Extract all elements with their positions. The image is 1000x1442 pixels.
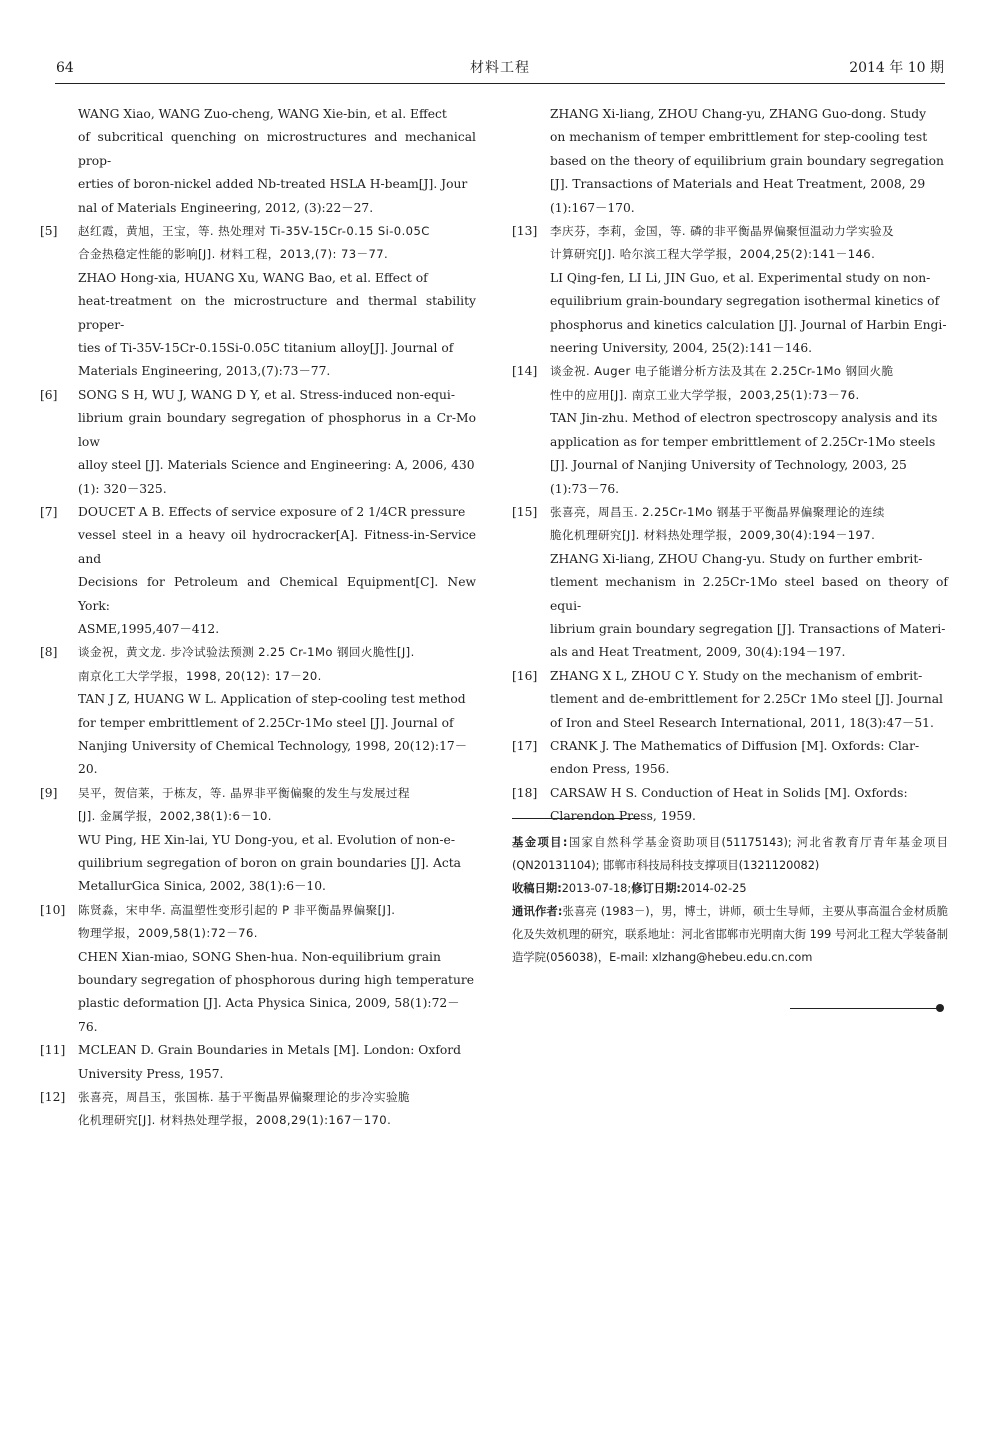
reference-number: [16] xyxy=(512,668,538,683)
reference-line: 合金热稳定性能的影响[J]. 材料工程，2013,(7): 73－77. xyxy=(78,247,389,262)
reference-line: librium grain boundary segregation [J]. Transactions of Materi- xyxy=(550,621,946,636)
received-label: 收稿日期: xyxy=(512,882,562,895)
reference-number: [17] xyxy=(512,738,538,753)
reference-line: 性中的应用[J]. 南京工业大学学报，2003,25(1):73－76. xyxy=(550,387,860,402)
footnote-rule xyxy=(512,818,640,819)
reference-number: [6] xyxy=(40,387,58,402)
reference-line: (1): 320－325. xyxy=(78,481,167,496)
reference-line: LI Qing-fen, LI Li, JIN Guo, et al. Experimental study on non- xyxy=(550,270,931,285)
reference-line: 脆化机理研究[J]. 材料热处理学报，2009,30(4):194－197. xyxy=(550,528,876,543)
reference-line: (1):73－76. xyxy=(550,481,620,496)
reference-line: based on the theory of equilibrium grain boundary segregation xyxy=(550,153,944,168)
reference-number: [12] xyxy=(40,1090,66,1105)
reference-line: Decisions for Petroleum and Chemical Equipment[C]. New York: xyxy=(78,575,476,613)
received-date: 2013-07-18; xyxy=(561,882,632,895)
revised-date: 2014-02-25 xyxy=(680,882,747,895)
reference-line: for temper embrittlement of 2.25Cr-1Mo steel [J]. Journal of xyxy=(78,715,454,730)
reference-line: vessel steel in a heavy oil hydrocracker[A]. Fitness-in-Service and xyxy=(78,528,476,566)
reference-entry xyxy=(512,782,948,829)
reference-line: [J]. Journal of Nanjing University of Technology, 2003, 25 xyxy=(550,458,907,473)
reference-number: [18] xyxy=(512,785,538,800)
reference-line: University Press, 1957. xyxy=(78,1066,224,1081)
reference-number: [14] xyxy=(512,364,538,379)
reference-line: [J]. Transactions of Materials and Heat Treatment, 2008, 29 xyxy=(550,177,926,192)
reference-line: TAN Jin-zhu. Method of electron spectroscopy analysis and its xyxy=(550,411,938,426)
issue-label: 2014 年 10 期 xyxy=(849,60,944,76)
reference-entry xyxy=(40,782,476,899)
reference-line: plastic deformation [J]. Acta Physica Sinica, 2009, 58(1):72－ xyxy=(78,996,460,1011)
reference-entry xyxy=(40,1039,476,1086)
reference-line: 南京化工大学学报，1998, 20(12): 17－20. xyxy=(78,668,322,683)
reference-line: Materials Engineering, 2013,(7):73－77. xyxy=(78,364,331,379)
funding-text: 国家自然科学基金资助项目(51175143); 河北省教育厅青年基金项目(QN20131104); 邯郸市科技局科技支撑项目(1321120082) xyxy=(512,836,948,872)
reference-line: WU Ping, HE Xin-lai, YU Dong-you, et al. Evolution of non-e- xyxy=(78,832,455,847)
reference-number: [10] xyxy=(40,902,66,917)
reference-line: 张喜亮，周昌玉. 2.25Cr-1Mo 钢基于平衡晶界偏聚理论的连续 xyxy=(550,504,885,519)
reference-entry xyxy=(40,220,476,384)
reference-line: quilibrium segregation of boron on grain boundaries [J]. Acta xyxy=(78,856,462,870)
reference-line: CRANK J. The Mathematics of Diffusion [M]. Oxfords: Clar- xyxy=(550,738,920,753)
reference-line: neering University, 2004, 25(2):141－146. xyxy=(550,341,813,356)
reference-entry xyxy=(512,735,948,782)
reference-line: phosphorus and kinetics calculation [J]. Journal of Harbin Engi- xyxy=(550,317,947,332)
reference-entry xyxy=(40,1086,476,1133)
reference-line: heat-treatment on the microstructure and thermal stability proper- xyxy=(78,294,476,332)
reference-entry xyxy=(512,360,948,500)
author-text: 张喜亮 (1983－)，男，博士，讲师，硕士生导师，主要从事高温合金材质脆化及失效机理的研究，联系地址：河北省邯郸市光明南大街 199 号河北工程大学装备制造学院(056038)，E-mail: xlzhang@hebeu.edu.cn.com xyxy=(512,905,948,964)
reference-line: 陈贤淼，宋申华. 高温塑性变形引起的 P 非平衡晶界偏聚[J]. xyxy=(78,902,396,917)
dates-info xyxy=(512,877,948,900)
reference-line: als and Heat Treatment, 2009, 30(4):194－197. xyxy=(550,645,846,660)
funding-info xyxy=(512,831,948,877)
reference-entry xyxy=(40,103,476,220)
reference-line: 化机理研究[J]. 材料热处理学报，2008,29(1):167－170. xyxy=(78,1113,392,1128)
reference-line: 李庆芬，李莉，金国，等. 磷的非平衡晶界偏聚恒温动力学实验及 xyxy=(550,224,894,239)
reference-line: 吴平，贺信莱，于栋友，等. 晶界非平衡偏聚的发生与发展过程 xyxy=(78,785,411,800)
reference-line: alloy steel [J]. Materials Science and Engineering: A, 2006, 430 xyxy=(78,458,475,473)
reference-line: [J]. 金属学报，2002,38(1):6－10. xyxy=(78,809,272,824)
page-number: 64 xyxy=(56,60,74,76)
reference-number: [8] xyxy=(40,645,58,660)
reference-line: MCLEAN D. Grain Boundaries in Metals [M]. London: Oxford xyxy=(78,1043,462,1058)
footnote xyxy=(512,831,948,969)
reference-entry xyxy=(512,103,948,220)
reference-entry xyxy=(40,641,476,781)
reference-number: [9] xyxy=(40,785,58,800)
reference-line: 谈金祝. Auger 电子能谱分析方法及其在 2.25Cr-1Mo 钢回火脆 xyxy=(550,364,894,379)
author-info xyxy=(512,900,948,969)
reference-line: tlement mechanism in 2.25Cr-1Mo steel based on theory of equi- xyxy=(550,575,948,613)
reference-line: ZHANG Xi-liang, ZHOU Chang-yu, ZHANG Guo-dong. Study xyxy=(550,107,927,121)
reference-line: TAN J Z, HUANG W L. Application of step-cooling test method xyxy=(78,692,466,707)
reference-line: equilibrium grain-boundary segregation isothermal kinetics of xyxy=(550,294,940,309)
references-left-column xyxy=(40,103,476,1133)
reference-line: application as for temper embrittlement of 2.25Cr-1Mo steels xyxy=(550,434,936,449)
reference-line: CARSAW H S. Conduction of Heat in Solids [M]. Oxfords: xyxy=(550,785,908,800)
reference-line: of subcritical quenching on microstructures and mechanical prop- xyxy=(78,130,476,168)
reference-line: endon Press, 1956. xyxy=(550,762,670,777)
reference-line: ZHANG X L, ZHOU C Y. Study on the mechanism of embrit- xyxy=(550,668,923,683)
reference-line: DOUCET A B. Effects of service exposure of 2 1/4CR pressure xyxy=(78,504,466,519)
reference-entry xyxy=(512,220,948,360)
reference-line: 20. xyxy=(78,762,98,777)
journal-title: 材料工程 xyxy=(470,60,530,76)
reference-line: SONG S H, WU J, WANG D Y, et al. Stress-induced non-equi- xyxy=(78,387,455,402)
reference-entry xyxy=(40,384,476,501)
reference-line: tlement and de-embrittlement for 2.25Cr 1Mo steel [J]. Journal xyxy=(550,692,943,707)
reference-line: MetallurGica Sinica, 2002, 38(1):6－10. xyxy=(78,879,326,894)
reference-entry xyxy=(512,665,948,735)
reference-line: (1):167－170. xyxy=(550,200,635,215)
reference-line: ZHANG Xi-liang, ZHOU Chang-yu. Study on further embrit- xyxy=(550,551,923,566)
reference-line: 计算研究[J]. 哈尔滨工程大学学报，2004,25(2):141－146. xyxy=(550,247,876,262)
reference-number: [11] xyxy=(40,1043,66,1058)
reference-line: boundary segregation of phosphorous during high temperature xyxy=(78,973,475,988)
reference-line: Nanjing University of Chemical Technology, 1998, 20(12):17－ xyxy=(78,738,468,753)
reference-line: ties of Ti-35V-15Cr-0.15Si-0.05C titanium alloy[J]. Journal of xyxy=(78,341,454,356)
reference-line: on mechanism of temper embrittlement for step-cooling test xyxy=(550,130,928,145)
reference-number: [13] xyxy=(512,224,538,239)
funding-label: 基金项目: xyxy=(512,836,568,849)
reference-line: 谈金祝，黄文龙. 步冷试验法预测 2.25 Cr-1Mo 钢回火脆性[J]. xyxy=(78,645,415,660)
reference-line: 物理学报，2009,58(1):72－76. xyxy=(78,926,258,941)
reference-line: ZHAO Hong-xia, HUANG Xu, WANG Bao, et al. Effect of xyxy=(78,270,428,285)
reference-line: nal of Materials Engineering, 2012, (3):22－27. xyxy=(78,200,374,215)
reference-entry xyxy=(40,899,476,1039)
header-rule xyxy=(55,83,945,84)
reference-number: [15] xyxy=(512,504,538,519)
reference-number: [7] xyxy=(40,504,58,519)
reference-line: of Iron and Steel Research International, 2011, 18(3):47－51. xyxy=(550,715,934,730)
reference-line: Clarendon Press, 1959. xyxy=(550,809,696,824)
revised-label: 修订日期: xyxy=(631,882,681,895)
reference-line: 76. xyxy=(78,1019,98,1034)
reference-line: ASME,1995,407－412. xyxy=(78,621,220,636)
references-right-column xyxy=(512,103,948,829)
reference-line: CHEN Xian-miao, SONG Shen-hua. Non-equilibrium grain xyxy=(78,949,441,964)
reference-line: librium grain boundary segregation of phosphorus in a Cr-Mo low xyxy=(78,411,476,449)
reference-number: [5] xyxy=(40,224,58,239)
end-rule xyxy=(790,1008,940,1009)
reference-line: erties of boron-nickel added Nb-treated HSLA H-beam[J]. Jour xyxy=(78,177,468,192)
end-dot-icon xyxy=(936,1004,944,1012)
reference-entry xyxy=(512,501,948,665)
author-label: 通讯作者: xyxy=(512,905,563,918)
reference-entry xyxy=(40,501,476,641)
reference-line: 张喜亮，周昌玉，张国栋. 基于平衡晶界偏聚理论的步冷实验脆 xyxy=(78,1090,411,1105)
reference-line: WANG Xiao, WANG Zuo-cheng, WANG Xie-bin, et al. Effect xyxy=(78,107,447,121)
reference-line: 赵红霞，黄旭，王宝，等. 热处理对 Ti-35V-15Cr-0.15 Si-0.05C xyxy=(78,224,430,239)
